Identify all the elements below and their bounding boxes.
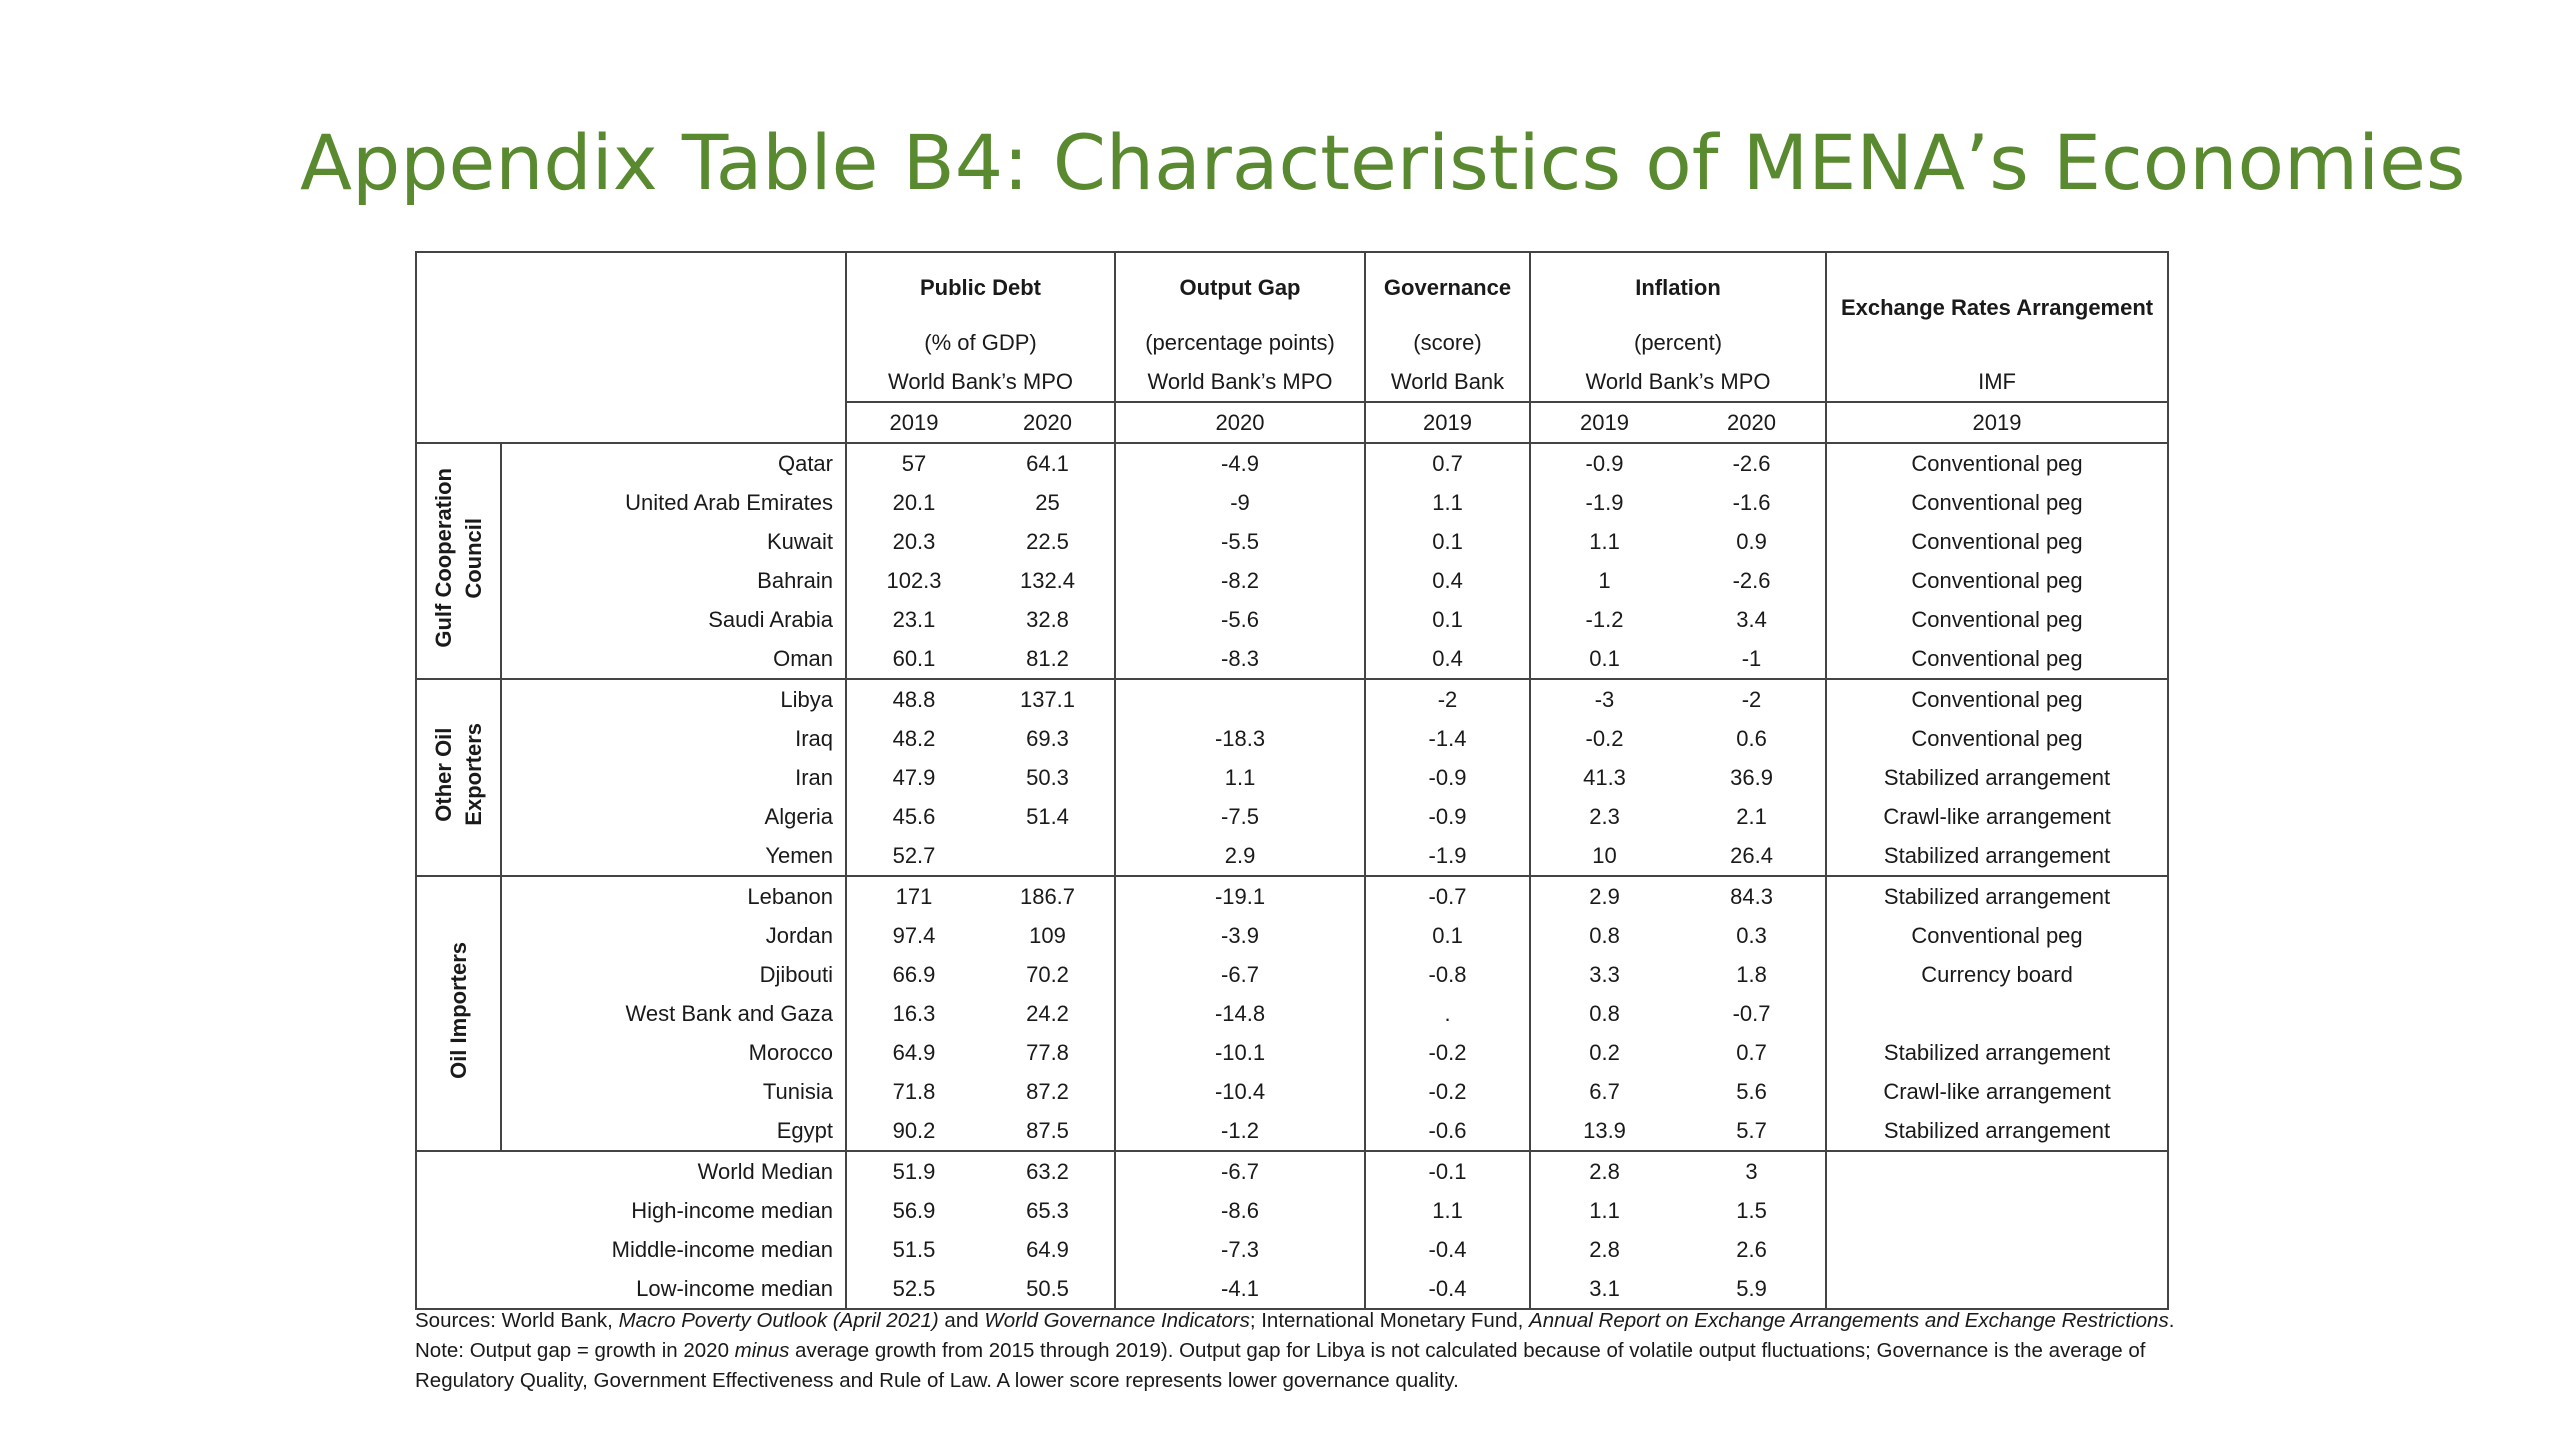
debt-2019-cell: 23.1: [846, 600, 981, 639]
inflation-2020-cell: 5.6: [1736, 1078, 1767, 1104]
inflation-2020-cell: 26.4: [1730, 842, 1773, 868]
header-public-debt: Public Debt: [846, 252, 1115, 323]
inflation-2019-cell: 0.1: [1530, 639, 1678, 679]
year-gov-2019: 2019: [1365, 402, 1530, 443]
governance-2019-cell: 0.1: [1365, 522, 1530, 561]
exchange-arrangement-cell: Currency board: [1826, 955, 2168, 994]
inflation-2019-cell: 0.2: [1530, 1033, 1678, 1072]
method-note: Note: Output gap = growth in 2020 minus average growth from 2015 through 2019). Output gap for Libya is not calculated because of volatile output fluctuations; Governance is the average of Regulatory Quality, Government Effectiveness and Rule of Law. A lower score represents lower governance quality.: [415, 1339, 2146, 1392]
country-name: Oman: [501, 639, 846, 679]
table-row: [416, 1033, 2168, 1072]
inflation-2019-cell: 2.8: [1530, 1230, 1678, 1269]
median-name: High-income median: [416, 1191, 846, 1230]
output-gap-2020-cell: -1.2: [1115, 1111, 1365, 1151]
debt-2019-cell: 60.1: [846, 639, 981, 679]
unit-governance: (score): [1365, 323, 1530, 362]
source-inflation: World Bank’s MPO: [1530, 362, 1826, 402]
country-name: West Bank and Gaza: [501, 994, 846, 1033]
source-governance: World Bank: [1365, 362, 1530, 402]
median-row: [416, 1269, 2168, 1309]
inflation-2019-cell: 0.8: [1530, 994, 1678, 1033]
year-inf-2020: 2020: [1678, 402, 1826, 443]
governance-2019-cell: -0.9: [1365, 797, 1530, 836]
output-gap-2020-cell: -7.3: [1115, 1230, 1365, 1269]
table-row: [416, 600, 2168, 639]
unit-inflation: (percent): [1530, 323, 1826, 362]
group-label-text: Other Oil Exporters: [430, 723, 486, 826]
group-label-text: Oil Importers: [445, 942, 471, 1079]
debt-2020-cell: 25: [1035, 489, 1060, 515]
governance-2019-cell: -0.4: [1365, 1269, 1530, 1309]
slide-title: Appendix Table B4: Characteristics of MENA’s Economies: [300, 118, 2466, 207]
debt-2019-cell: 66.9: [846, 955, 981, 994]
inflation-2020-cell: 0.7: [1736, 1039, 1767, 1065]
country-name: Iran: [501, 758, 846, 797]
debt-2019-cell: 51.5: [846, 1230, 981, 1269]
exchange-arrangement-cell: Conventional peg: [1826, 679, 2168, 719]
table-row: [416, 561, 2168, 600]
debt-2019-cell: 52.7: [846, 836, 981, 876]
table-body: [416, 443, 2168, 1309]
debt-2019-cell: 71.8: [846, 1072, 981, 1111]
inflation-2020-cell: 3.4: [1736, 606, 1767, 632]
governance-2019-cell: -0.2: [1365, 1033, 1530, 1072]
output-gap-2020-cell: -10.4: [1115, 1072, 1365, 1111]
output-gap-2020-cell: -7.5: [1115, 797, 1365, 836]
exchange-arrangement-cell: Stabilized arrangement: [1826, 1033, 2168, 1072]
country-name: Lebanon: [501, 876, 846, 916]
output-gap-2020-cell: 2.9: [1115, 836, 1365, 876]
source-output-gap: World Bank’s MPO: [1115, 362, 1365, 402]
table-row: [416, 639, 2168, 679]
median-row: [416, 1191, 2168, 1230]
inflation-2019-cell: 3.1: [1530, 1269, 1678, 1309]
unit-public-debt: (% of GDP): [846, 323, 1115, 362]
table-row: [416, 719, 2168, 758]
debt-2019-cell: 51.9: [846, 1151, 981, 1191]
inflation-2020-cell: 84.3: [1678, 876, 1826, 916]
inflation-2019-cell: -0.2: [1530, 719, 1678, 758]
output-gap-2020-cell: -9: [1115, 483, 1365, 522]
inflation-2020-cell: 1.5: [1736, 1197, 1767, 1223]
debt-2020-cell: 77.8: [1026, 1039, 1069, 1065]
inflation-2019-cell: 3.3: [1530, 955, 1678, 994]
country-name: Iraq: [501, 719, 846, 758]
sources-note: Sources: World Bank, Macro Poverty Outlook (April 2021) and World Governance Indicators; International Monetary Fund, Annual Report on Exchange Arrangements and Exchange Restrictions.: [415, 1309, 2175, 1332]
group-label: [416, 443, 501, 679]
inflation-2019-cell: 2.3: [1530, 797, 1678, 836]
country-name: Bahrain: [501, 561, 846, 600]
governance-2019-cell: -0.4: [1365, 1230, 1530, 1269]
debt-2020-cell: 87.5: [1026, 1117, 1069, 1143]
exchange-arrangement-cell: [1826, 1191, 2168, 1230]
exchange-arrangement-cell: Stabilized arrangement: [1826, 876, 2168, 916]
exchange-arrangement-cell: Crawl-like arrangement: [1826, 797, 2168, 836]
debt-2019-cell: 48.8: [846, 679, 981, 719]
output-gap-2020-cell: -3.9: [1115, 916, 1365, 955]
debt-2020-cell: 137.1: [981, 679, 1115, 719]
year-inf-2019: 2019: [1530, 402, 1678, 443]
header-exchange-rates: Exchange Rates Arrangement: [1826, 252, 2168, 362]
exchange-arrangement-cell: Conventional peg: [1826, 561, 2168, 600]
inflation-2019-cell: -1.9: [1530, 483, 1678, 522]
debt-2019-cell: 16.3: [846, 994, 981, 1033]
governance-2019-cell: 0.7: [1365, 443, 1530, 483]
output-gap-2020-cell: -14.8: [1115, 994, 1365, 1033]
output-gap-2020-cell: 1.1: [1115, 758, 1365, 797]
debt-2019-cell: 56.9: [846, 1191, 981, 1230]
inflation-2019-cell: 1.1: [1530, 1191, 1678, 1230]
exchange-arrangement-cell: Conventional peg: [1826, 639, 2168, 679]
group-label: [416, 876, 501, 1151]
debt-2020-cell: 50.3: [1026, 764, 1069, 790]
inflation-2019-cell: 41.3: [1530, 758, 1678, 797]
inflation-2020-cell: -2.6: [1732, 567, 1771, 593]
inflation-2020-cell: 3: [1678, 1151, 1826, 1191]
debt-2020-cell: 70.2: [1026, 961, 1069, 987]
table-row: [416, 916, 2168, 955]
median-name: World Median: [416, 1151, 846, 1191]
output-gap-2020-cell: -8.6: [1115, 1191, 1365, 1230]
exchange-arrangement-cell: Stabilized arrangement: [1826, 1111, 2168, 1151]
debt-2019-cell: 48.2: [846, 719, 981, 758]
inflation-2019-cell: 0.8: [1530, 916, 1678, 955]
inflation-2020-cell: 5.9: [1678, 1269, 1826, 1309]
output-gap-2020-cell: -5.6: [1115, 600, 1365, 639]
median-row: [416, 1230, 2168, 1269]
debt-2019-cell: 52.5: [846, 1269, 981, 1309]
header-inflation: Inflation: [1530, 252, 1826, 323]
table-row: [416, 836, 2168, 876]
median-name: Middle-income median: [416, 1230, 846, 1269]
table-row: [416, 1072, 2168, 1111]
governance-2019-cell: -0.7: [1365, 876, 1530, 916]
governance-2019-cell: .: [1365, 994, 1530, 1033]
table-row: [416, 994, 2168, 1033]
output-gap-2020-cell: -6.7: [1115, 955, 1365, 994]
inflation-2019-cell: 2.8: [1530, 1151, 1678, 1191]
inflation-2020-cell: 2.1: [1736, 803, 1767, 829]
year-exchange-2019: 2019: [1826, 402, 2168, 443]
inflation-2020-cell: 5.7: [1736, 1117, 1767, 1143]
governance-2019-cell: 1.1: [1365, 1191, 1530, 1230]
year-debt-2019: 2019: [846, 402, 981, 443]
governance-2019-cell: -0.1: [1365, 1151, 1530, 1191]
output-gap-2020-cell: -8.2: [1115, 561, 1365, 600]
governance-2019-cell: -0.9: [1365, 758, 1530, 797]
group-label: [416, 679, 501, 876]
inflation-2020-cell: 0.9: [1736, 528, 1767, 554]
country-name: Libya: [501, 679, 846, 719]
governance-2019-cell: -2: [1365, 679, 1530, 719]
exchange-arrangement-cell: [1826, 994, 2168, 1033]
table-row: [416, 679, 2168, 719]
governance-2019-cell: -0.2: [1365, 1072, 1530, 1111]
country-name: Yemen: [501, 836, 846, 876]
debt-2020-cell: [981, 836, 1115, 876]
debt-2020-cell: 22.5: [1026, 528, 1069, 554]
inflation-2019-cell: -3: [1530, 679, 1678, 719]
debt-2020-cell: 65.3: [1026, 1197, 1069, 1223]
debt-2020-cell: 63.2: [981, 1151, 1115, 1191]
governance-2019-cell: -0.8: [1365, 955, 1530, 994]
inflation-2020-cell: -0.7: [1732, 1000, 1771, 1026]
country-name: Tunisia: [501, 1072, 846, 1111]
table-row: [416, 758, 2168, 797]
source-public-debt: World Bank’s MPO: [846, 362, 1115, 402]
debt-2020-cell: 69.3: [1026, 725, 1069, 751]
output-gap-2020-cell: [1115, 679, 1365, 719]
debt-2019-cell: 45.6: [846, 797, 981, 836]
table-row: [416, 955, 2168, 994]
inflation-2019-cell: 6.7: [1530, 1072, 1678, 1111]
inflation-2020-cell: -1: [1741, 645, 1762, 671]
table-row: [416, 876, 2168, 916]
inflation-2020-cell: -2: [1678, 679, 1826, 719]
debt-2020-cell: 132.4: [1019, 567, 1076, 593]
debt-2019-cell: 97.4: [846, 916, 981, 955]
inflation-2019-cell: 2.9: [1530, 876, 1678, 916]
inflation-2019-cell: 1: [1530, 561, 1678, 600]
exchange-arrangement-cell: Conventional peg: [1826, 916, 2168, 955]
header-governance: Governance: [1365, 252, 1530, 323]
exchange-arrangement-cell: Crawl-like arrangement: [1826, 1072, 2168, 1111]
governance-2019-cell: 0.4: [1365, 561, 1530, 600]
year-gap-2020: 2020: [1115, 402, 1365, 443]
header-blank: [416, 252, 846, 443]
output-gap-2020-cell: -8.3: [1115, 639, 1365, 679]
output-gap-2020-cell: -4.1: [1115, 1269, 1365, 1309]
exchange-arrangement-cell: Stabilized arrangement: [1826, 836, 2168, 876]
output-gap-2020-cell: -4.9: [1115, 443, 1365, 483]
debt-2020-cell: 32.8: [1026, 606, 1069, 632]
group-label-text: Gulf Cooperation Council: [430, 468, 486, 648]
exchange-arrangement-cell: Conventional peg: [1826, 600, 2168, 639]
inflation-2019-cell: 13.9: [1530, 1111, 1678, 1151]
debt-2020-cell: 64.9: [1026, 1236, 1069, 1262]
governance-2019-cell: 0.4: [1365, 639, 1530, 679]
inflation-2019-cell: -0.9: [1530, 443, 1678, 483]
inflation-2019-cell: 10: [1530, 836, 1678, 876]
debt-2019-cell: 20.1: [846, 483, 981, 522]
debt-2020-cell: 51.4: [1026, 803, 1069, 829]
inflation-2020-cell: 36.9: [1730, 764, 1773, 790]
table-row: [416, 443, 2168, 483]
exchange-arrangement-cell: Conventional peg: [1826, 443, 2168, 483]
country-name: Egypt: [501, 1111, 846, 1151]
inflation-2020-cell: 2.6: [1736, 1236, 1767, 1262]
table-row: [416, 797, 2168, 836]
debt-2020-cell: 81.2: [1026, 645, 1069, 671]
output-gap-2020-cell: -18.3: [1115, 719, 1365, 758]
table-row: [416, 1111, 2168, 1151]
source-exchange: IMF: [1826, 362, 2168, 402]
debt-2019-cell: 64.9: [846, 1033, 981, 1072]
exchange-arrangement-cell: Conventional peg: [1826, 483, 2168, 522]
output-gap-2020-cell: -19.1: [1115, 876, 1365, 916]
inflation-2020-cell: -1.6: [1732, 489, 1771, 515]
table-notes: [415, 1306, 2175, 1396]
debt-2019-cell: 47.9: [846, 758, 981, 797]
inflation-2020-cell: 0.6: [1736, 725, 1767, 751]
debt-2020-cell: 109: [1029, 922, 1066, 948]
governance-2019-cell: -1.4: [1365, 719, 1530, 758]
debt-2019-cell: 90.2: [846, 1111, 981, 1151]
debt-2019-cell: 171: [846, 876, 981, 916]
governance-2019-cell: 0.1: [1365, 916, 1530, 955]
country-name: Qatar: [501, 443, 846, 483]
country-name: Jordan: [501, 916, 846, 955]
inflation-2019-cell: 1.1: [1530, 522, 1678, 561]
output-gap-2020-cell: -5.5: [1115, 522, 1365, 561]
country-name: Saudi Arabia: [501, 600, 846, 639]
country-name: United Arab Emirates: [501, 483, 846, 522]
median-name: Low-income median: [416, 1269, 846, 1309]
governance-2019-cell: -0.6: [1365, 1111, 1530, 1151]
debt-2020-cell: 50.5: [981, 1269, 1115, 1309]
table-row: [416, 483, 2168, 522]
year-debt-2020: 2020: [981, 402, 1115, 443]
debt-2020-cell: 64.1: [981, 443, 1115, 483]
governance-2019-cell: -1.9: [1365, 836, 1530, 876]
exchange-arrangement-cell: [1826, 1230, 2168, 1269]
exchange-arrangement-cell: Stabilized arrangement: [1826, 758, 2168, 797]
exchange-arrangement-cell: Conventional peg: [1826, 719, 2168, 758]
debt-2020-cell: 24.2: [1026, 1000, 1069, 1026]
output-gap-2020-cell: -10.1: [1115, 1033, 1365, 1072]
debt-2019-cell: 102.3: [846, 561, 981, 600]
governance-2019-cell: 1.1: [1365, 483, 1530, 522]
exchange-arrangement-cell: [1826, 1151, 2168, 1191]
country-name: Morocco: [501, 1033, 846, 1072]
inflation-2020-cell: 0.3: [1736, 922, 1767, 948]
country-name: Kuwait: [501, 522, 846, 561]
debt-2019-cell: 57: [846, 443, 981, 483]
characteristics-table: [415, 251, 2167, 1310]
header-output-gap: Output Gap: [1115, 252, 1365, 323]
table-row: [416, 522, 2168, 561]
inflation-2019-cell: -1.2: [1530, 600, 1678, 639]
inflation-2020-cell: -2.6: [1678, 443, 1826, 483]
debt-2020-cell: 87.2: [1026, 1078, 1069, 1104]
governance-2019-cell: 0.1: [1365, 600, 1530, 639]
output-gap-2020-cell: -6.7: [1115, 1151, 1365, 1191]
debt-2020-cell: 186.7: [981, 876, 1115, 916]
median-row: [416, 1151, 2168, 1191]
country-name: Algeria: [501, 797, 846, 836]
exchange-arrangement-cell: [1826, 1269, 2168, 1309]
unit-output-gap: (percentage points): [1115, 323, 1365, 362]
exchange-arrangement-cell: Conventional peg: [1826, 522, 2168, 561]
debt-2019-cell: 20.3: [846, 522, 981, 561]
country-name: Djibouti: [501, 955, 846, 994]
inflation-2020-cell: 1.8: [1736, 961, 1767, 987]
